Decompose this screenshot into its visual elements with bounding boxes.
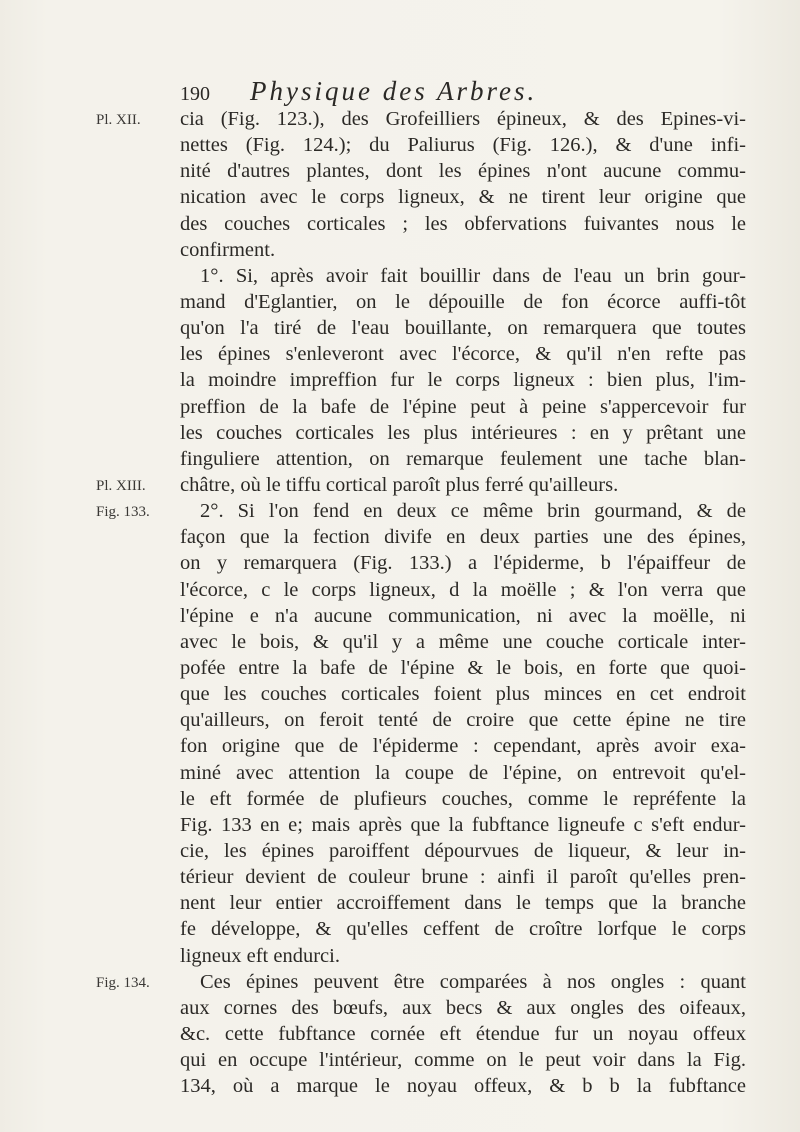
text-line: ligneux eft endurci. [180,944,340,967]
text-line: térieur devient de couleur brune : ainfi il paroît qu'elles pren- [180,866,746,889]
text-line: que les couches corticales foient plus minces en cet endroit [180,683,746,706]
text-line: qui en occupe l'intérieur, comme on le peut voir dans la Fig. [180,1049,746,1072]
text-line: 134, où a marque le noyau offeux, & b b la fubftance [180,1075,746,1098]
margin-note: Pl. XIII. [96,478,146,495]
text-line: preffion de la bafe de l'épine peut à peine s'appercevoir fur [180,395,746,418]
text-line: 1°. Si, après avoir fait bouillir dans de l'eau un brin gour- [200,264,746,287]
text-line: on y remarquera (Fig. 133.) a l'épiderme, b l'épaiffeur de [180,552,746,575]
running-title: Physique des Arbres. [250,76,538,106]
text-line: l'épine e n'a aucune communication, ni avec la moëlle, ni [180,604,746,627]
text-line: qu'ailleurs, on feroit tenté de croire que cette épine ne tire [180,709,746,732]
text-line: Ces épines peuvent être comparées à nos ongles : quant [200,970,746,993]
body-text [180,106,746,1099]
margin-note: Fig. 133. [96,504,150,521]
text-line: miné avec attention la coupe de l'épine, on entrevoit qu'el- [180,761,746,784]
text-line: qu'on l'a tiré de l'eau bouillante, on remarquera que toutes [180,317,746,340]
text-line: des couches corticales ; les obfervations fuivantes nous le [180,212,746,235]
text-line: le eft formée de plufieurs couches, comme le repréfente la [180,787,746,810]
text-line: les couches corticales les plus intérieures : en y prêtant une [180,421,746,444]
text-line: &c. cette fubftance cornée eft étendue fur un noyau offeux [180,1022,746,1045]
text-line: aux cornes des bœufs, aux becs & aux ongles des oifeaux, [180,996,746,1019]
text-line: façon que la fection divife en deux parties une des épines, [180,526,746,549]
text-line: la moindre impreffion fur le corps ligneux : bien plus, l'im- [180,369,746,392]
text-line: avec le bois, & qu'il y a même une couche corticale inter- [180,630,746,653]
page-number: 190 [180,83,210,105]
text-line: 2°. Si l'on fend en deux ce même brin gourmand, & de [200,500,746,523]
text-line: l'écorce, c le corps ligneux, d la moëlle ; & l'on verra que [180,578,746,601]
text-line: châtre, où le tiffu cortical paroît plus ferré qu'ailleurs. [180,473,619,496]
text-line: Fig. 133 en e; mais après que la fubftance ligneufe c s'eft endur- [180,813,746,836]
text-line: nettes (Fig. 124.); du Paliurus (Fig. 126.), & d'une infi- [180,134,746,157]
text-line: cie, les épines paroiffent dépourvues de liqueur, & leur in- [180,839,746,862]
text-line: les épines s'enleveront avec l'écorce, & qu'il n'en refte pas [180,343,746,366]
text-line: cia (Fig. 123.), des Grofeilliers épineux, & des Epines-vi- [180,108,746,130]
margin-note: Pl. XII. [96,112,141,128]
margin-note: Fig. 134. [96,974,150,991]
text-line: fe développe, & qu'elles ceffent de croître lorfque le corps [180,918,746,941]
text-line: finguliere attention, on remarque feulement une tache blan- [180,447,746,470]
text-line: nication avec le corps ligneux, & ne tirent leur origine que [180,186,746,209]
text-line: nité d'autres plantes, dont les épines n'ont aucune commu- [180,160,746,183]
text-line: fon origine que de l'épiderme : cependant, après avoir exa- [180,735,746,758]
page-header [180,76,740,107]
text-line: mand d'Eglantier, on le dépouille de fon écorce auffi-tôt [180,290,746,313]
text-line: nent leur entier accroiffement dans le temps que la branche [180,892,746,915]
text-line: pofée entre la bafe de l'épine & le bois, en forte que quoi- [180,656,746,679]
text-line: confirment. [180,238,276,261]
